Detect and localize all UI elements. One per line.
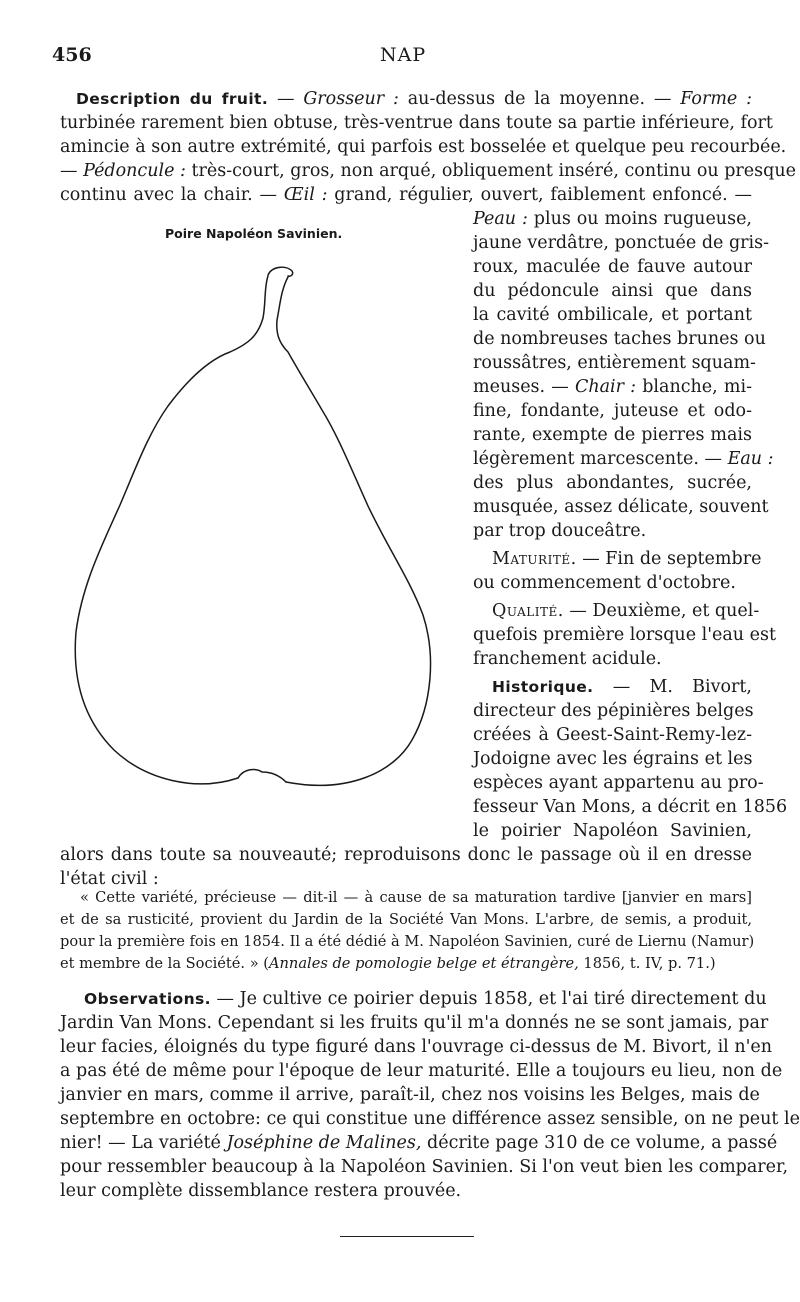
para1-line-3: amincie à son autre extrémité, qui parfois est bosselée et quelque peu recourbée. [60,137,787,157]
text: 1856, t. IV, p. 71.) [578,955,716,972]
para1-line-14: fine, fondante, juteuse et odo- [473,401,752,421]
label-maturite: Maturité. [492,549,577,569]
observations-line-1 [84,987,767,1011]
term-peau: Peau : [473,209,528,229]
maturite-line-2: ou commencement d'octobre. [473,573,736,593]
text: nier! — La variété [60,1133,227,1153]
citation-title: Annales de pomologie belge et étrangère, [268,955,579,972]
observations-line-5: janvier en mars, comme il arrive, paraît-il, chez nos voisins les Belges, mais de [60,1085,760,1105]
section-heading-historique: Historique. [492,678,594,696]
observations-line-2: Jardin Van Mons. Cependant si les fruits qu'il m'a donnés ne se sont jamais, par [60,1013,769,1033]
text: décrite page 310 de ce volume, a passé [421,1133,778,1153]
historique-line-8: alors dans toute sa nouveauté; reproduisons donc le passage où il en dresse [60,845,752,865]
historique-line-2: directeur des pépinières belges [473,701,754,721]
text: continu avec la chair. — [60,185,284,205]
text: — [60,161,84,181]
term-chair: Chair : [574,377,637,397]
running-head: NAP [380,44,427,66]
text: grand, régulier, ouvert, faiblement enfoncé. — [327,185,752,205]
para1-line-8: roux, maculée de fauve autour [473,257,752,277]
para1-line-7: jaune verdâtre, ponctuée de gris- [473,233,770,253]
text: — Fin de septembre [576,549,762,569]
quote-line-2: et de sa rusticité, provient du Jardin de la Société Van Mons. L'arbre, de semis, a produit, [60,911,752,928]
text: et membre de la Société. » ( [60,955,269,972]
observations-line-3: leur facies, éloignés du type figuré dans l'ouvrage ci-dessus de M. Bivort, il n'en [60,1037,773,1057]
text: — Deuxième, et quel- [563,601,760,621]
text: légèrement marcescente. — [473,449,728,469]
historique-line-3: créées à Geest-Saint-Remy-lez- [473,725,752,745]
quote-line-4 [60,953,716,975]
text: — Je cultive ce poirier depuis 1858, et l'ai tiré directement du [210,989,767,1009]
observations-line-9: leur complète dissemblance restera prouvée. [60,1181,462,1201]
section-heading-description: Description du fruit. [76,90,269,108]
qualite-line-2: quefois première lorsque l'eau est [473,625,777,645]
term-grosseur: Grosseur : [303,89,399,109]
observations-line-4: a pas été de même pour l'époque de leur maturité. Elle a toujours eu lieu, non de [60,1061,783,1081]
term-eau: Eau : [727,449,774,469]
historique-line-5: espèces ayant appartenu au pro- [473,773,764,793]
term-oeil: Œil : [283,185,328,205]
text: blanche, mi- [636,377,752,397]
label-qualite: Qualité. [492,601,564,621]
text: — M. Bivort, [593,677,752,697]
para1-line-10: la cavité ombilicale, et portant [473,305,752,325]
quote-line-3: pour la première fois en 1854. Il a été dédié à M. Napoléon Savinien, curé de Liernu (Namur) [60,933,755,950]
term-pedoncule: Pédoncule : [83,161,186,181]
historique-line-4: Jodoigne avec les égrains et les [473,749,753,769]
quote-line-1: « Cette variété, précieuse — dit-il — à cause de sa maturation tardive [janvier en mars] [80,889,752,906]
text: très-court, gros, non arqué, obliquement inséré, continu ou presque [185,161,796,181]
historique-line-6: fesseur Van Mons, a décrit en 1856 [473,797,788,817]
para1-line-9: du pédoncule ainsi que dans [473,281,752,301]
para1-line-11: de nombreuses taches brunes ou [473,329,766,349]
observations-line-8: pour ressembler beaucoup à la Napoléon Savinien. Si l'on veut bien les comparer, [60,1157,789,1177]
text: — [268,89,304,109]
figure-caption: Poire Napoléon Savinien. [165,226,343,241]
para1-line-12: roussâtres, entièrement squam- [473,353,756,373]
text: au-dessus de la moyenne. — [398,89,681,109]
variety-name: Joséphine de Malines, [226,1133,422,1153]
historique-line-7: le poirier Napoléon Savinien, [473,821,752,841]
observations-line-7 [60,1131,778,1155]
observations-line-6: septembre en octobre: ce qui constitue une différence assez sensible, on ne peut le [60,1109,800,1129]
text: plus ou moins rugueuse, [527,209,752,229]
qualite-line-3: franchement acidule. [473,649,662,669]
section-heading-observations: Observations. [84,990,211,1008]
historique-line-9: l'état civil : [60,869,159,889]
term-forme: Forme : [680,89,753,109]
page-number: 456 [52,44,92,66]
para1-line-17: des plus abondantes, sucrée, [473,473,752,493]
para1-line-18: musquée, assez délicate, souvent [473,497,769,517]
section-divider [340,1236,474,1237]
para1-line-19: par trop douceâtre. [473,521,647,541]
para1-line-2: turbinée rarement bien obtuse, très-ventrue dans toute sa partie inférieure, fort [60,113,773,133]
para1-line-15: rante, exempte de pierres mais [473,425,752,445]
text: meuses. — [473,377,575,397]
